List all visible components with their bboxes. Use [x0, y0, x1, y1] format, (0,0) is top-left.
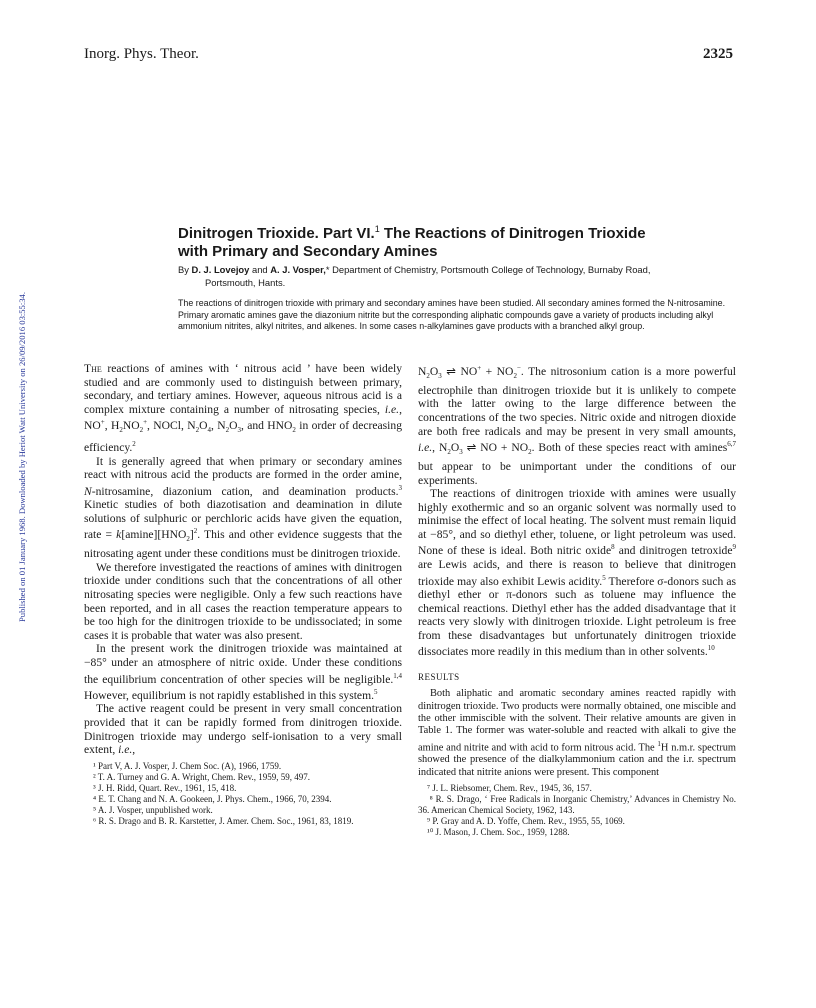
running-head: Inorg. Phys. Theor. — [84, 46, 199, 62]
title-part-b: The Reactions of Dinitrogen Trioxide — [379, 225, 646, 242]
paragraph: It is generally agreed that when primary or secondary amines react with nitrous acid the products are formed in the order amine, N-nitrosamine, diazonium cation, and deamination products.$^3$ Kinetic studies of both diazotisation and deamination in dilute solutions of sulphuric or perchloric acids have given the equation, rate = $k[amine][HNO_2]^2$. This and other evidence suggests that the nitrosating agent under these conditions must be dinitrogen trioxide. — [84, 454, 402, 561]
footnote: ⁸ R. S. Drago, ‘ Free Radicals in Inorganic Chemistry,’ Advances in Chemistry No. 36. American Chemical Society, 1962, 143. — [418, 793, 737, 815]
title-line-2: with Primary and Secondary Amines — [178, 243, 438, 260]
footnote: ⁵ A. J. Vosper, unpublished work. — [93, 804, 213, 815]
body-column-left — [84, 362, 402, 827]
paragraph: The reactions of amines with ‘ nitrous acid ’ have been widely studied and are commonly used to distinguish between primary, secondary, and tertiary amines. However, aqueous nitrous acid is a complex mixture containing a number of nitrosating species, i.e., NO+, $H_2NO_2^+$, NOCl, $N_2O_4$, $N_2O_3$, and $HNO_2$ in order of decreasing efficiency.$^2$ — [84, 362, 403, 454]
author-2: A. J. Vosper, — [270, 264, 326, 275]
footnote: ⁴ E. T. Chang and N. A. Gookeen, J. Phys. Chem., 1966, 70, 2394. — [93, 793, 332, 804]
footnote: ⁶ R. S. Drago and B. R. Karstetter, J. Amer. Chem. Soc., 1961, 83, 1819. — [93, 815, 354, 826]
author-1: D. J. Lovejoy — [191, 264, 250, 275]
by-label: By — [178, 264, 192, 275]
article-title — [178, 220, 738, 261]
affiliation-line-2: Portsmouth, Hants. — [205, 276, 286, 288]
abstract: The reactions of dinitrogen trioxide with primary and secondary amines have been studied. All secondary amines formed the N-nitrosamine. Primary aromatic amines gave the diazonium nitrite but the corresponding aliphatic compounds gave a variety of products including alkyl ammonium nitrites, alkyl nitrites, and alkenes. In some cases n-alkylamines gave products with a branched alkyl group. — [178, 298, 726, 331]
footnote: ¹⁰ J. Mason, J. Chem. Soc., 1959, 1288. — [427, 826, 570, 837]
footnote: ² T. A. Turney and G. A. Wright, Chem. Rev., 1959, 59, 497. — [93, 771, 311, 782]
paragraph: The reactions of dinitrogen trioxide with amines were usually highly exothermic and so an organic solvent was normally used to minimise the effect of local heating. The solvent must remain liquid at −85°, and so diethyl ether, toluene, or light petroleum was used. None of these is ideal. Both nitric oxide$^8$ and dinitrogen tetroxide$^9$ are Lewis acids, and there is reason to believe that dinitrogen trioxide may also exhibit Lewis acidity.$^5$ Therefore σ-donors such as diethyl ether or π-donors such as toluene may influence the chemical reactions. Diethyl ether has the added disadvantage that it reacts very slowly with dinitrogen trioxide. Light petroleum is free from these disadvantages but unfortunately dinitrogen trioxide dissociates more readily in this medium than in other solvents.$^{10}$ — [418, 487, 736, 659]
paragraph: The active reagent could be present in very small concentration provided that it can be rapidly formed from dinitrogen trioxide. Dinitrogen trioxide may undergo self-ionisation to a very small extent, i.e., — [84, 702, 402, 757]
title-part-a: Dinitrogen Trioxide. Part VI. — [178, 225, 375, 242]
footnote: ¹ Part V, A. J. Vosper, J. Chem Soc. (A), 1966, 1759. — [93, 760, 282, 771]
paragraph: $N_2O_3$ ⇌ $NO^+ + NO_2^-$. The nitrosonium cation is a more powerful electrophile than dinitrogen trioxide but it is unlikely to compete with the latter owing to the large difference between the concentrations of the two species. Nitric oxide and nitrogen dioxide are both free radicals and may be present in very small amounts, i.e., $N_2O_3$ ⇌ NO + $NO_2$. Both of these species react with amines$^{6,7}$ but appear to be unimportant under the conditions of our experiments. — [418, 364, 736, 487]
paragraph: Both aliphatic and aromatic secondary amines reacted rapidly with dinitrogen trioxide. Two products were normally obtained, one miscible and the other immiscible with the solvent. Their relative amounts are given in Table 1. The former was water-soluble and reacted with alkali to give the amine and nitrite and with acid to form nitrous acid. The $^1$H n.m.r. spectrum showed the presence of the dialkylammonium cation and the i.r. spectrum indicated that nitrite anions were present. This component — [418, 688, 736, 778]
footnote: ⁷ J. L. Riebsomer, Chem. Rev., 1945, 36, 157. — [427, 782, 592, 793]
title-ref: 1 — [374, 224, 380, 234]
footnote: ³ J. H. Ridd, Quart. Rev., 1961, 15, 418. — [93, 782, 237, 793]
page-number: 2325 — [703, 46, 733, 62]
section-heading: RESULTS — [418, 671, 460, 682]
affiliation: * Department of Chemistry, Portsmouth College of Technology, Burnaby Road, — [325, 264, 651, 275]
byline — [178, 264, 738, 289]
footnote: ⁹ P. Gray and A. D. Yoffe, Chem. Rev., 1955, 55, 1069. — [427, 815, 625, 826]
paragraph: We therefore investigated the reactions of amines with dinitrogen trioxide under conditions such that the concentrations of all other nitrosating species were negligible. Only a few such reactions have been reported, and in all cases the reaction temperature appears to be too high for the dinitrogen trioxide to be undissociated; in some cases it is probable that water was also present. — [84, 560, 402, 642]
and-label: and — [249, 264, 271, 275]
download-notice: Published on 01 January 1968. Downloaded by Heriot Watt University on 26/09/2016 03:55:34. — [17, 292, 27, 622]
paragraph: In the present work the dinitrogen trioxide was maintained at −85° under an atmosphere of nitric oxide. Under these conditions the equilibrium concentration of other species will be negligible.$^{1,4}$ However, equilibrium is not rapidly established in this system.$^5$ — [84, 642, 402, 702]
body-column-right — [418, 362, 736, 838]
